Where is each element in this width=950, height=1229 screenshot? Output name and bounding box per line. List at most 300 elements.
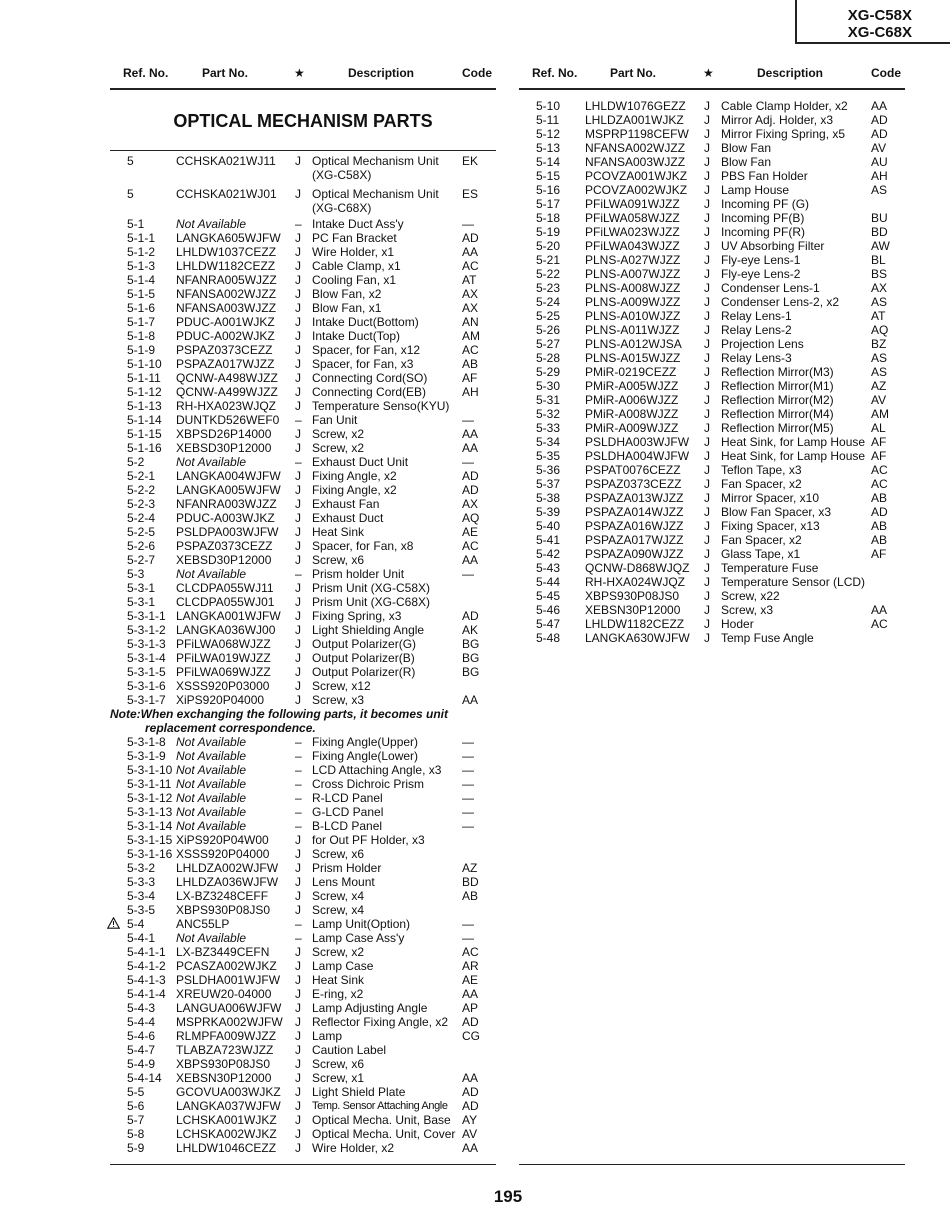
ref-no: 5-15 <box>536 169 561 183</box>
mark: J <box>704 267 710 281</box>
table-row <box>127 749 497 763</box>
ref-no: 5-2 <box>127 455 145 469</box>
mark: J <box>704 505 710 519</box>
ref-no: 5-5 <box>127 1085 145 1099</box>
model-name-1: XG-C58X <box>847 7 912 24</box>
price-code: BG <box>462 651 480 665</box>
ref-no: 5-16 <box>536 183 561 197</box>
price-code: AW <box>871 239 890 253</box>
description: Blow Fan, x1 <box>312 301 382 315</box>
description: Lamp Case Ass'y <box>312 931 405 945</box>
mark: J <box>295 1071 301 1085</box>
description: Prism holder Unit <box>312 567 405 581</box>
ref-no: 5-34 <box>536 435 561 449</box>
mark: J <box>295 945 301 959</box>
left-header-desc: Description <box>348 66 415 80</box>
price-code: AT <box>462 273 477 287</box>
part-no: PFiLWA043WJZZ <box>585 239 680 253</box>
part-no: PFiLWA058WJZZ <box>585 211 680 225</box>
description: Wire Holder, x1 <box>312 245 395 259</box>
mark: J <box>295 1015 301 1029</box>
mark: J <box>295 329 301 343</box>
ref-no: 5-25 <box>536 309 561 323</box>
right-header-desc: Description <box>757 66 824 80</box>
ref-no: 5-6 <box>127 1099 145 1113</box>
ref-no: 5-11 <box>536 113 560 127</box>
part-no: NFANRA003WJZZ <box>176 497 277 511</box>
ref-no: 5-1-8 <box>127 329 156 343</box>
ref-no: 5-43 <box>536 561 561 575</box>
description: Spacer, for Fan, x8 <box>312 539 414 553</box>
mark: J <box>704 113 710 127</box>
table-row <box>536 99 906 113</box>
description: Prism Unit (XG-C58X) <box>312 581 431 595</box>
table-row <box>127 413 497 427</box>
ref-no: 5-4-3 <box>127 1001 156 1015</box>
price-code: — <box>462 567 474 581</box>
mark: J <box>295 693 301 707</box>
part-no: PLNS-A007WJZZ <box>585 267 681 281</box>
ref-no: 5-3-1-2 <box>127 623 166 637</box>
safety-warning-icon <box>107 917 120 932</box>
price-code: AQ <box>871 323 889 337</box>
part-no: LANGKA001WJFW <box>176 609 281 623</box>
mark: – <box>295 931 302 945</box>
model-box <box>795 0 950 44</box>
description: Screw, x2 <box>312 945 365 959</box>
description: Screw, x1 <box>312 1071 365 1085</box>
mark: J <box>704 407 710 421</box>
part-no: PSPAZA014WJZZ <box>585 505 684 519</box>
part-no: LHLDW1182CEZZ <box>585 617 685 631</box>
mark: J <box>704 323 710 337</box>
ref-no: 5-2-6 <box>127 539 156 553</box>
mark: – <box>295 217 302 231</box>
description: Fan Unit <box>312 413 358 427</box>
table-row <box>536 169 906 183</box>
price-code: AA <box>871 603 888 617</box>
price-code: AQ <box>462 511 480 525</box>
price-code: AM <box>871 407 889 421</box>
table-row <box>127 231 497 245</box>
mark: – <box>295 413 302 427</box>
description: Light Shielding Angle <box>312 623 425 637</box>
part-no: XEBSD30P12000 <box>176 441 272 455</box>
part-no: PMiR-A008WJZZ <box>585 407 679 421</box>
part-no: QCNW-D868WJQZ <box>585 561 690 575</box>
ref-no: 5-1-7 <box>127 315 156 329</box>
table-row <box>127 1057 497 1071</box>
ref-no: 5-3-5 <box>127 903 156 917</box>
mark: J <box>704 435 710 449</box>
ref-no: 5-4 <box>127 917 145 931</box>
ref-no: 5-1 <box>127 217 145 231</box>
ref-no: 5-47 <box>536 617 561 631</box>
table-row <box>536 575 906 589</box>
table-row <box>127 357 497 371</box>
description: for Out PF Holder, x3 <box>312 833 425 847</box>
left-header-ref: Ref. No. <box>123 66 169 80</box>
part-no: PCOVZA002WJKZ <box>585 183 688 197</box>
mark: J <box>704 617 710 631</box>
price-code: AL <box>871 421 886 435</box>
description: Blow Fan Spacer, x3 <box>721 505 832 519</box>
ref-no: 5-2-1 <box>127 469 156 483</box>
description: Projection Lens <box>721 337 804 351</box>
description: Condenser Lens-1 <box>721 281 820 295</box>
right-header-code: Code <box>871 66 901 80</box>
mark: J <box>704 519 710 533</box>
part-no: PFiLWA068WJZZ <box>176 637 271 651</box>
part-no: XEBSD30P12000 <box>176 553 272 567</box>
part-no: PLNS-A015WJZZ <box>585 351 681 365</box>
part-no: CCHSKA021WJ01 <box>176 187 277 201</box>
ref-no: 5-3-3 <box>127 875 156 889</box>
table-row <box>536 141 906 155</box>
description: Output Polarizer(G) <box>312 637 417 651</box>
description: Incoming PF(B) <box>721 211 805 225</box>
part-no: Not Available <box>176 567 247 581</box>
mark: J <box>704 239 710 253</box>
description: Intake Duct Ass'y <box>312 217 404 231</box>
price-code: AS <box>871 295 888 309</box>
part-no: LX-BZ3449CEFN <box>176 945 270 959</box>
ref-no: 5-46 <box>536 603 561 617</box>
ref-no: 5-44 <box>536 575 561 589</box>
mark: – <box>295 805 302 819</box>
description: Lamp Case <box>312 959 374 973</box>
section-title-rule <box>110 150 496 151</box>
part-no: LCHSKA002WJKZ <box>176 1127 277 1141</box>
table-row <box>127 805 497 819</box>
description: Lamp Adjusting Angle <box>312 1001 428 1015</box>
part-no: PSLDHA004WJFW <box>585 449 690 463</box>
description: G-LCD Panel <box>312 805 384 819</box>
price-code: AK <box>462 623 479 637</box>
mark: J <box>295 245 301 259</box>
price-code: — <box>462 217 474 231</box>
description: Relay Lens-2 <box>721 323 792 337</box>
ref-no: 5-27 <box>536 337 561 351</box>
ref-no: 5-1-16 <box>127 441 162 455</box>
price-code: AD <box>871 127 888 141</box>
price-code: AN <box>462 315 479 329</box>
part-no: PMiR-A009WJZZ <box>585 421 679 435</box>
mark: – <box>295 777 302 791</box>
description: Fixing Angle(Lower) <box>312 749 419 763</box>
description: Optical Mechanism Unit <box>312 187 439 201</box>
table-row <box>536 449 906 463</box>
mark: – <box>295 735 302 749</box>
table-row <box>127 427 497 441</box>
part-no: Not Available <box>176 217 247 231</box>
part-no: XBPS930P08JS0 <box>176 1057 271 1071</box>
part-no: LANGKA630WJFW <box>585 631 690 645</box>
mark: J <box>295 315 301 329</box>
mark: J <box>704 477 710 491</box>
price-code: AC <box>871 463 888 477</box>
part-no: XiPS920P04000 <box>176 693 265 707</box>
price-code: BU <box>871 211 888 225</box>
part-no: Not Available <box>176 455 247 469</box>
mark: J <box>295 833 301 847</box>
price-code: AX <box>462 301 479 315</box>
ref-no: 5-45 <box>536 589 561 603</box>
table-row <box>536 295 906 309</box>
table-row <box>127 637 497 651</box>
mark: J <box>704 603 710 617</box>
mark: J <box>295 441 301 455</box>
description: Prism Unit (XG-C68X) <box>312 595 431 609</box>
part-no: Not Available <box>176 791 247 805</box>
table-row <box>127 889 497 903</box>
description: Screw, x6 <box>312 553 365 567</box>
part-no: MSPRP1198CEFW <box>585 127 689 141</box>
price-code: AD <box>462 1085 479 1099</box>
ref-no: 5-3-1-13 <box>127 805 173 819</box>
mark: – <box>295 819 302 833</box>
price-code: AR <box>462 959 479 973</box>
description: Temperature Fuse <box>721 561 819 575</box>
ref-no: 5-35 <box>536 449 561 463</box>
price-code: — <box>462 931 474 945</box>
part-no: PCASZA002WJKZ <box>176 959 277 973</box>
mark: J <box>295 1057 301 1071</box>
mark: J <box>295 287 301 301</box>
part-no: XSSS920P04000 <box>176 847 270 861</box>
ref-no: 5-4-1-2 <box>127 959 166 973</box>
mark: J <box>295 847 301 861</box>
ref-no: 5-1-14 <box>127 413 162 427</box>
table-row <box>127 861 497 875</box>
ref-no: 5-4-6 <box>127 1029 156 1043</box>
description: Connecting Cord(EB) <box>312 385 427 399</box>
table-row <box>127 679 497 693</box>
mark: J <box>704 449 710 463</box>
mark: J <box>704 393 710 407</box>
part-no: PMiR-0219CEZZ <box>585 365 677 379</box>
ref-no: 5-3-1 <box>127 581 156 595</box>
description: Fan Spacer, x2 <box>721 477 802 491</box>
table-row <box>127 301 497 315</box>
ref-no: 5-3-1-10 <box>127 763 173 777</box>
part-no: PSPAZA090WJZZ <box>585 547 684 561</box>
table-row <box>127 511 497 525</box>
table-row <box>536 421 906 435</box>
mark: J <box>704 225 710 239</box>
description: Screw, x22 <box>721 589 780 603</box>
ref-no: 5-3-1-5 <box>127 665 166 679</box>
part-no: PFiLWA091WJZZ <box>585 197 680 211</box>
mark: J <box>295 987 301 1001</box>
description: UV Absorbing Filter <box>721 239 825 253</box>
description: Screw, x6 <box>312 847 365 861</box>
price-code: AA <box>462 1071 479 1085</box>
mark: – <box>295 567 302 581</box>
description: Blow Fan <box>721 141 772 155</box>
ref-no: 5-28 <box>536 351 561 365</box>
part-no: LCHSKA001WJKZ <box>176 1113 277 1127</box>
mark: J <box>295 301 301 315</box>
table-row <box>536 561 906 575</box>
mark: J <box>704 253 710 267</box>
ref-no: 5-1-10 <box>127 357 162 371</box>
description: Incoming PF(R) <box>721 225 806 239</box>
description: Lens Mount <box>312 875 375 889</box>
price-code: AC <box>462 259 479 273</box>
ref-no: 5-14 <box>536 155 561 169</box>
table-row <box>536 309 906 323</box>
ref-no: 5-1-9 <box>127 343 156 357</box>
part-no: LHLDW1076GEZZ <box>585 99 686 113</box>
mark: J <box>295 959 301 973</box>
table-row <box>127 525 497 539</box>
price-code: — <box>462 413 474 427</box>
part-no: PMiR-A006WJZZ <box>585 393 679 407</box>
price-code: AM <box>462 329 480 343</box>
table-row <box>127 273 497 287</box>
mark: J <box>704 155 710 169</box>
part-no: NFANSA003WJZZ <box>585 155 686 169</box>
price-code: AE <box>462 973 479 987</box>
table-row <box>536 365 906 379</box>
mark: J <box>295 511 301 525</box>
table-row <box>536 281 906 295</box>
mark: J <box>295 903 301 917</box>
page-number: 195 <box>493 1187 523 1206</box>
part-no: TLABZA723WJZZ <box>176 1043 274 1057</box>
part-no: ANC55LP <box>176 917 230 931</box>
price-code: AC <box>871 617 888 631</box>
ref-no: 5-39 <box>536 505 561 519</box>
part-no: QCNW-A498WJZZ <box>176 371 278 385</box>
mark: J <box>704 631 710 645</box>
price-code: AA <box>871 99 888 113</box>
table-row <box>127 469 497 483</box>
price-code: AC <box>462 945 479 959</box>
description: Heat Sink, for Lamp House <box>721 435 866 449</box>
description: Mirror Fixing Spring, x5 <box>721 127 846 141</box>
table-row <box>127 187 497 215</box>
price-code: AF <box>871 435 887 449</box>
ref-no: 5-29 <box>536 365 561 379</box>
left-header-part: Part No. <box>202 66 249 80</box>
section-title: OPTICAL MECHANISM PARTS <box>173 111 433 131</box>
ref-no: 5-2-7 <box>127 553 156 567</box>
description: Optical Mecha. Unit, Cover <box>312 1127 456 1141</box>
price-code: AP <box>462 1001 479 1015</box>
ref-no: 5-4-7 <box>127 1043 156 1057</box>
table-row <box>536 267 906 281</box>
mark: J <box>295 595 301 609</box>
table-row <box>127 539 497 553</box>
part-no: PLNS-A011WJZZ <box>585 323 680 337</box>
price-code: AX <box>871 281 888 295</box>
mark: J <box>704 421 710 435</box>
part-no: QCNW-A499WJZZ <box>176 385 278 399</box>
ref-no: 5-3-2 <box>127 861 156 875</box>
table-row <box>127 735 497 749</box>
price-code: AS <box>871 351 888 365</box>
description: Relay Lens-1 <box>721 309 792 323</box>
price-code: — <box>462 735 474 749</box>
description: Fly-eye Lens-1 <box>721 253 801 267</box>
left-header-code: Code <box>462 66 492 80</box>
table-row <box>536 617 906 631</box>
table-row <box>127 441 497 455</box>
mark: J <box>295 371 301 385</box>
table-row <box>536 155 906 169</box>
table-row <box>127 945 497 959</box>
mark: J <box>295 609 301 623</box>
right-header-ref: Ref. No. <box>532 66 578 80</box>
table-row <box>127 1071 497 1085</box>
price-code: AB <box>462 889 479 903</box>
ref-no: 5-4-1-4 <box>127 987 166 1001</box>
mark: – <box>295 917 302 931</box>
part-no: GCOVUA003WJKZ <box>176 1085 281 1099</box>
table-row <box>536 211 906 225</box>
ref-no: 5-13 <box>536 141 561 155</box>
table-row <box>536 477 906 491</box>
table-row <box>536 337 906 351</box>
price-code: AA <box>462 553 479 567</box>
price-code: AD <box>462 1099 479 1113</box>
description-line-2: (XG-C68X) <box>312 201 372 215</box>
description: Screw, x2 <box>312 441 365 455</box>
price-code: BZ <box>871 337 887 351</box>
part-no: NFANSA003WJZZ <box>176 301 277 315</box>
ref-no: 5-3-1-4 <box>127 651 166 665</box>
description: Output Polarizer(R) <box>312 665 416 679</box>
ref-no: 5-12 <box>536 127 561 141</box>
part-no: Not Available <box>176 805 247 819</box>
part-no: LX-BZ3248CEFF <box>176 889 269 903</box>
part-no: PSPAZ0373CEZZ <box>585 477 682 491</box>
part-no: XEBSN30P12000 <box>585 603 681 617</box>
mark: J <box>295 875 301 889</box>
price-code: BG <box>462 637 480 651</box>
description: Lamp <box>312 1029 343 1043</box>
part-no: XEBSN30P12000 <box>176 1071 272 1085</box>
price-code: AV <box>871 393 887 407</box>
ref-no: 5-3-1-11 <box>127 777 172 791</box>
ref-no: 5-3-1-9 <box>127 749 166 763</box>
price-code: AD <box>462 231 479 245</box>
part-no: PDUC-A002WJKZ <box>176 329 275 343</box>
mark: J <box>704 561 710 575</box>
mark: J <box>295 187 301 201</box>
mark: J <box>295 623 301 637</box>
part-no: PFiLWA019WJZZ <box>176 651 271 665</box>
ref-no: 5-1-15 <box>127 427 162 441</box>
part-no: PLNS-A010WJZZ <box>585 309 681 323</box>
description: Exhaust Duct <box>312 511 384 525</box>
mark: J <box>295 665 301 679</box>
mark: J <box>704 589 710 603</box>
table-row <box>127 595 497 609</box>
description: Wire Holder, x2 <box>312 1141 395 1155</box>
part-no: PLNS-A027WJZZ <box>585 253 681 267</box>
ref-no: 5-20 <box>536 239 561 253</box>
ref-no: 5-1-13 <box>127 399 162 413</box>
mark: J <box>295 1141 301 1155</box>
part-no: PSPAZA013WJZZ <box>585 491 684 505</box>
ref-no: 5-4-1-3 <box>127 973 166 987</box>
ref-no: 5-3-1-8 <box>127 735 166 749</box>
description: Screw, x3 <box>721 603 774 617</box>
price-code: AF <box>871 449 887 463</box>
